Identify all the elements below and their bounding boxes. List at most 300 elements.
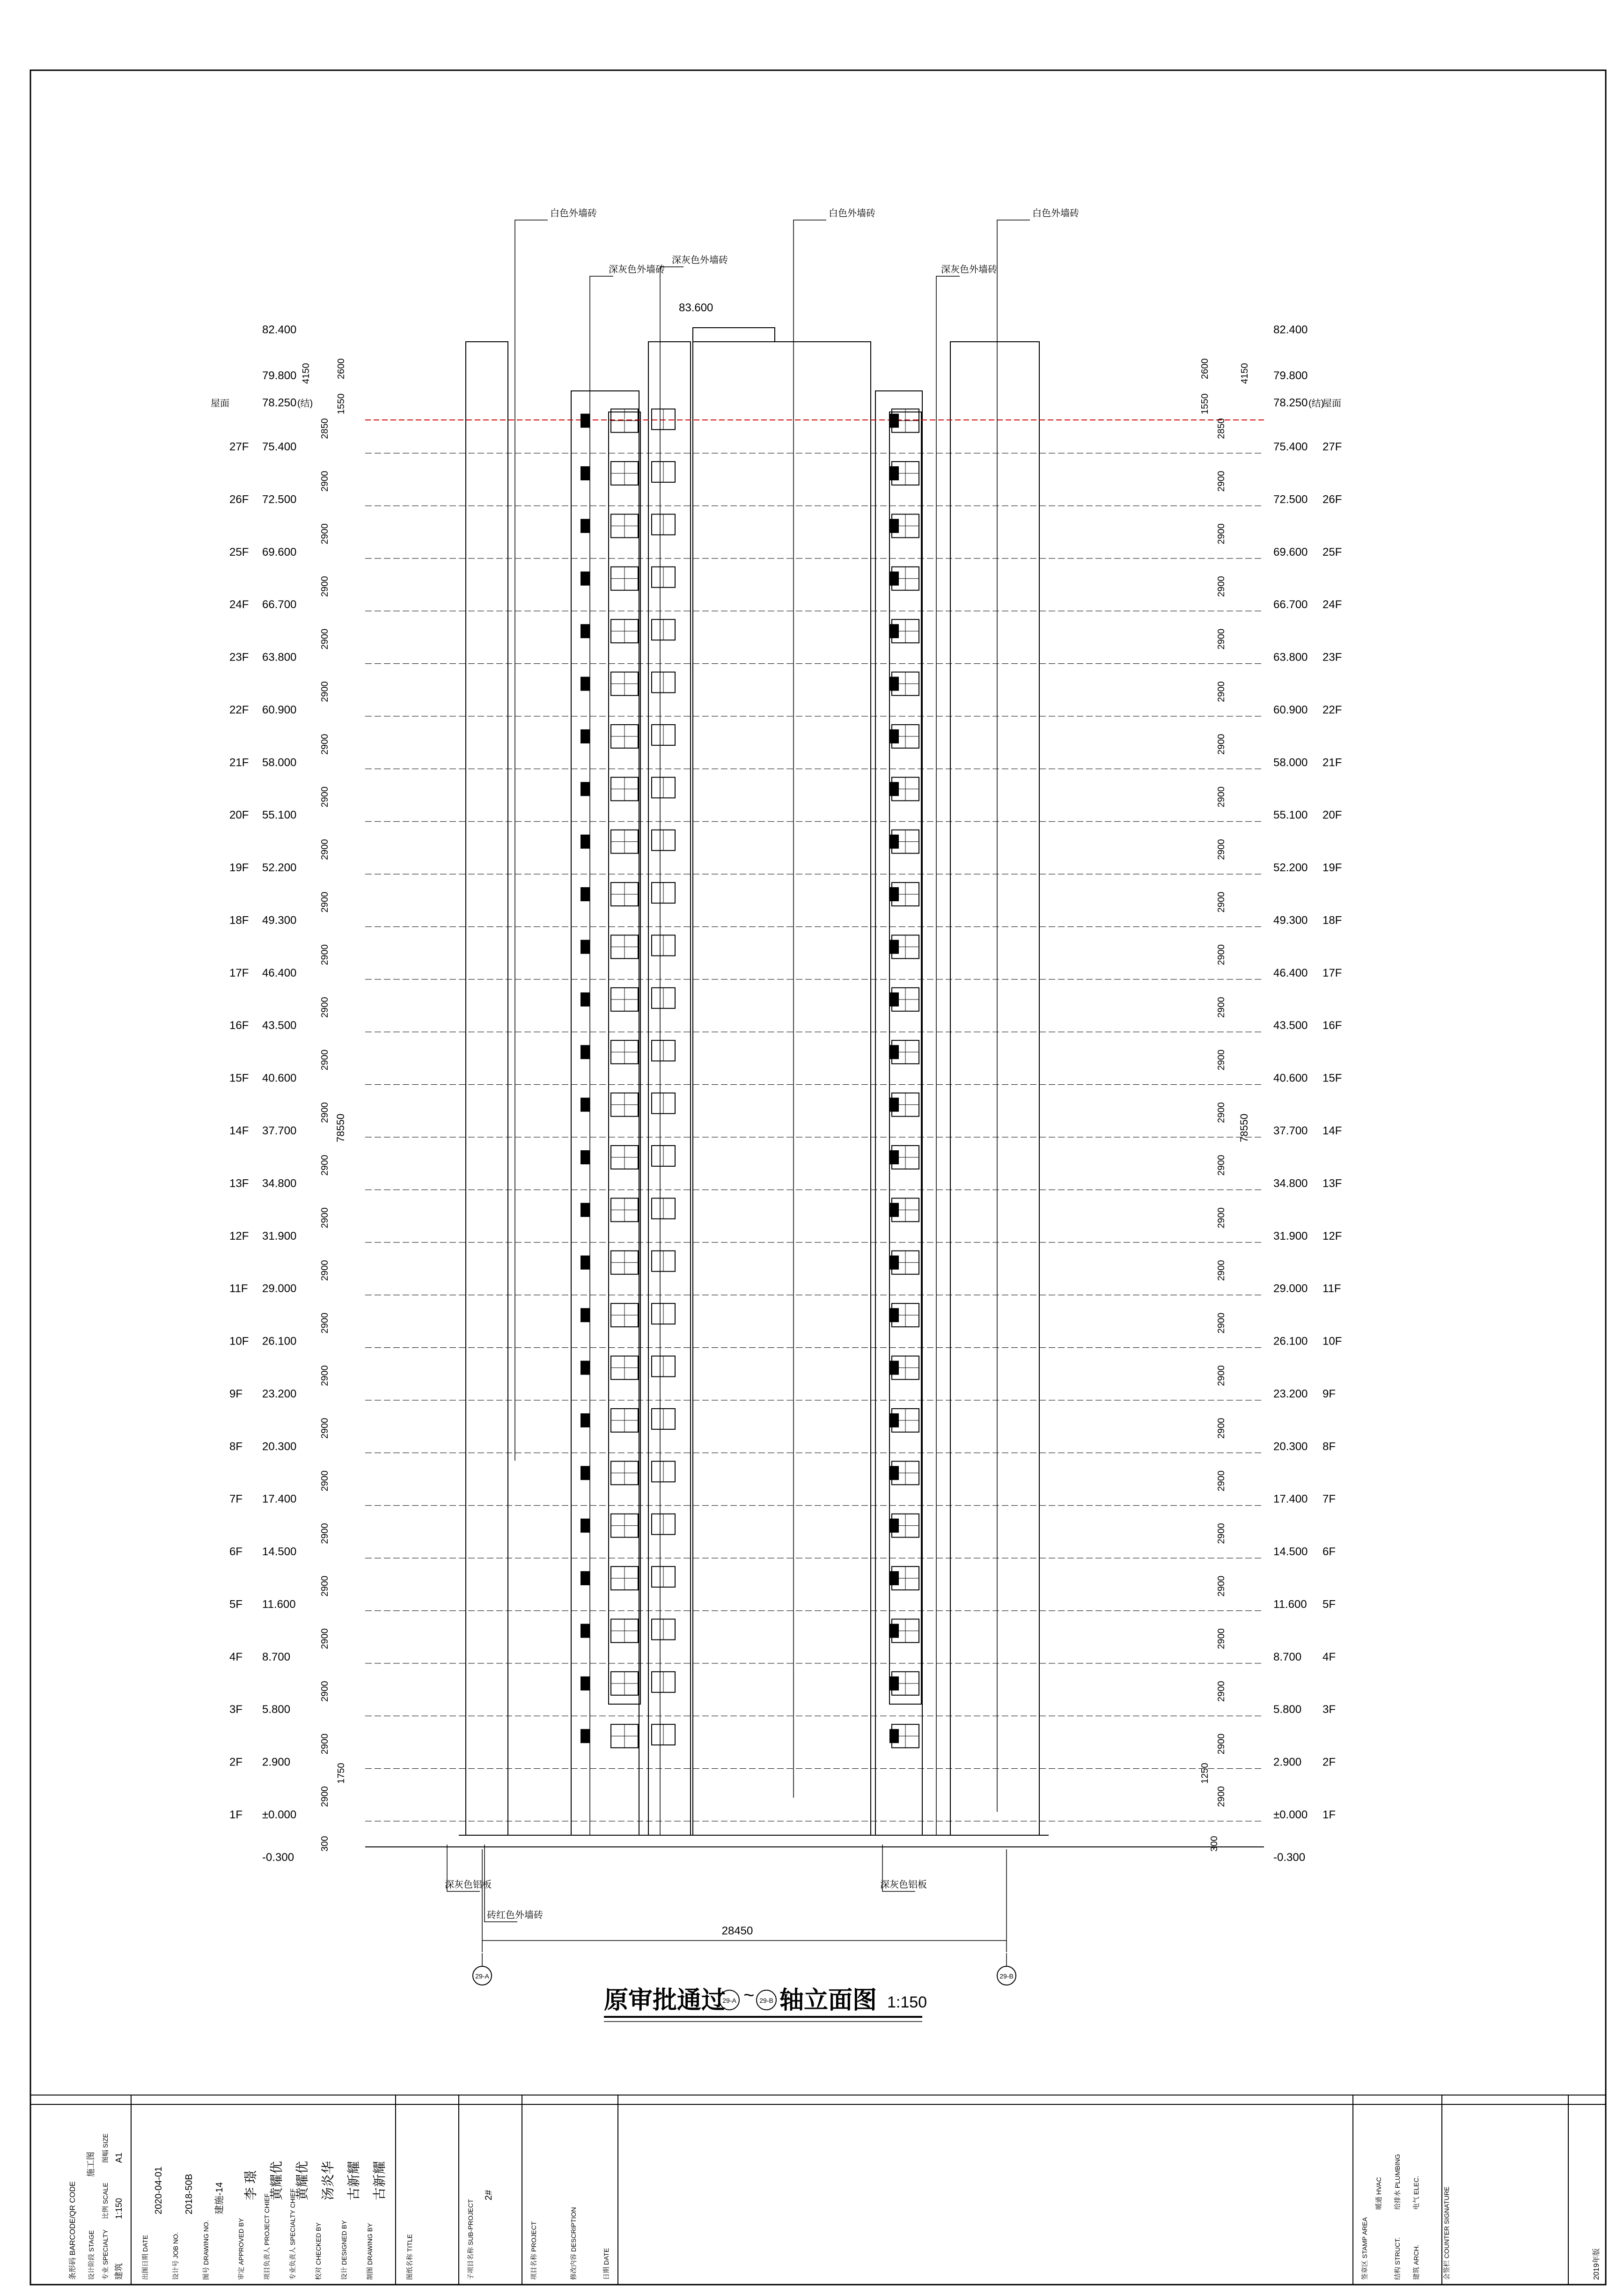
tb-name-approved: 李 璟 bbox=[243, 2170, 258, 2200]
tb-checked-by: 校对 CHECKED BY bbox=[315, 2222, 322, 2280]
dim-top-right: 4150 bbox=[1240, 363, 1250, 384]
left-floor-elevation: 31.900 bbox=[262, 1229, 297, 1243]
central-stair-tower bbox=[693, 342, 871, 1835]
tb-subproject-label: 子项目名称 SUB-PROJECT bbox=[467, 2199, 474, 2280]
left-floor-elevation: 17.400 bbox=[262, 1493, 297, 1506]
window-unit bbox=[892, 1461, 919, 1485]
window-unit bbox=[611, 1409, 638, 1432]
left-floor-height: 2900 bbox=[320, 1733, 330, 1755]
right-floor-height: 2900 bbox=[1216, 1733, 1227, 1755]
note-aluminum-left: 深灰色铝板 bbox=[445, 1880, 492, 1890]
dark-window bbox=[581, 940, 590, 954]
stair-window bbox=[652, 1514, 675, 1535]
dim-base-left: 300 bbox=[320, 1836, 330, 1852]
tb-stamp-label: 签章区 STAMP AREA bbox=[1361, 2217, 1368, 2280]
right-floor-name: 16F bbox=[1323, 1019, 1342, 1032]
window-unit bbox=[892, 1619, 919, 1642]
left-floor-height: 2900 bbox=[320, 787, 330, 808]
stair-window bbox=[652, 830, 675, 851]
dim-parapet-left: 2600 bbox=[336, 358, 346, 379]
right-floor-name: 20F bbox=[1323, 809, 1342, 822]
window-unit bbox=[892, 1040, 919, 1064]
left-floor-elevation: 49.300 bbox=[262, 914, 297, 927]
tb-structure-label: 结构 STRUCT. bbox=[1394, 2237, 1401, 2280]
window-unit bbox=[611, 830, 638, 853]
left-floor-elevation: 20.300 bbox=[262, 1440, 297, 1453]
dim-roof-left: 1550 bbox=[336, 393, 346, 414]
left-floor-name: 23F bbox=[229, 651, 249, 664]
dark-window bbox=[581, 1203, 590, 1217]
right-floor-name: 21F bbox=[1323, 756, 1342, 769]
level-stair-roof-top: 83.600 bbox=[679, 301, 713, 314]
window-unit bbox=[892, 988, 919, 1011]
dark-window bbox=[581, 1729, 590, 1743]
left-floor-name: 19F bbox=[229, 861, 249, 875]
dark-window bbox=[581, 1098, 590, 1112]
note-white-tile-1: 白色外墙砖 bbox=[550, 208, 597, 219]
tb-drawing-no-value: 建施-14 bbox=[214, 2182, 225, 2214]
left-floor-height: 2900 bbox=[320, 628, 330, 650]
left-floor-name: 3F bbox=[229, 1703, 243, 1716]
right-floor-elevation: 43.500 bbox=[1273, 1019, 1308, 1032]
tb-size-value: A1 bbox=[114, 2152, 124, 2163]
left-floor-name: 27F bbox=[229, 441, 249, 453]
dim-base-right: 300 bbox=[1209, 1836, 1220, 1852]
right-floor-height: 2900 bbox=[1216, 1260, 1227, 1281]
window-unit bbox=[611, 777, 638, 801]
tb-plumbing-label: 给排水 PLUMBING bbox=[1394, 2154, 1401, 2210]
left-level-labels bbox=[229, 418, 330, 1821]
stair-window bbox=[652, 777, 675, 798]
dark-window bbox=[581, 1413, 590, 1427]
overall-dimension bbox=[482, 1849, 1007, 1966]
tb-specialty-lead: 专业负责人 SPECIALTY CHIEF bbox=[289, 2188, 296, 2280]
left-floor-height: 2900 bbox=[320, 1575, 330, 1597]
window-unit bbox=[892, 1198, 919, 1221]
dark-window bbox=[581, 1256, 590, 1270]
left-floor-name: 12F bbox=[229, 1229, 249, 1243]
window-unit bbox=[611, 514, 638, 537]
tb-size-label: 图幅 SIZE bbox=[102, 2133, 109, 2163]
left-floor-height: 2900 bbox=[320, 1049, 330, 1071]
tb-job-no-value: 2018-50B bbox=[184, 2174, 194, 2214]
window-unit bbox=[892, 672, 919, 696]
dim-roof-right: 1550 bbox=[1200, 393, 1210, 414]
tb-revision-label: 修改内容 DESCRIPTION bbox=[570, 2207, 577, 2280]
left-floor-name: 14F bbox=[229, 1125, 249, 1137]
tb-approved-by: 审定 APPROVED BY bbox=[237, 2218, 245, 2280]
right-floor-elevation: 52.200 bbox=[1273, 861, 1308, 875]
stair-window bbox=[652, 1040, 675, 1061]
level-roof-left: 78.250 bbox=[262, 397, 297, 409]
tb-project-lead: 项目负责人 PROJECT CHIEF bbox=[263, 2193, 271, 2280]
right-floor-height: 2900 bbox=[1216, 1102, 1227, 1123]
right-floor-elevation: 58.000 bbox=[1273, 756, 1308, 769]
left-floor-elevation: 75.400 bbox=[262, 441, 297, 453]
window-unit bbox=[611, 1146, 638, 1169]
left-floor-name: 5F bbox=[229, 1598, 243, 1611]
axis-label-start: 29-A bbox=[475, 1972, 489, 1980]
tb-architecture-label: 建筑 ARCH. bbox=[1412, 2244, 1420, 2280]
tb-hvac-label: 暖通 HVAC bbox=[1375, 2177, 1382, 2210]
dark-window bbox=[581, 1361, 590, 1375]
left-floor-name: 15F bbox=[229, 1072, 249, 1085]
title-separator: ~ bbox=[743, 1985, 755, 2006]
left-floor-name: 13F bbox=[229, 1177, 249, 1190]
note-dark-grey-tile-1: 深灰色外墙砖 bbox=[609, 265, 665, 275]
left-floor-height: 2900 bbox=[320, 1154, 330, 1176]
left-floor-height: 2900 bbox=[320, 1102, 330, 1123]
window-unit bbox=[611, 462, 638, 485]
right-floor-name: 9F bbox=[1323, 1387, 1336, 1400]
window-unit bbox=[611, 1724, 638, 1748]
right-floor-elevation: ±0.000 bbox=[1273, 1809, 1308, 1821]
stair-window bbox=[652, 1146, 675, 1166]
right-floor-height: 2900 bbox=[1216, 1312, 1227, 1334]
dark-window bbox=[581, 1150, 590, 1164]
left-floor-elevation: 8.700 bbox=[262, 1650, 291, 1663]
stair-window bbox=[652, 1356, 675, 1377]
floor-lines bbox=[365, 453, 1264, 1821]
window-unit bbox=[892, 1724, 919, 1748]
dark-window bbox=[581, 1308, 590, 1322]
left-floor-elevation: 52.200 bbox=[262, 861, 297, 875]
window-unit bbox=[611, 1093, 638, 1117]
stair-window bbox=[652, 672, 675, 693]
right-floor-name: 24F bbox=[1323, 598, 1342, 611]
window-unit bbox=[892, 1672, 919, 1695]
window-unit bbox=[892, 830, 919, 853]
window-unit bbox=[892, 777, 919, 801]
right-floor-name: 10F bbox=[1323, 1335, 1342, 1348]
tb-project-label: 项目名称 PROJECT bbox=[530, 2221, 537, 2280]
left-floor-name: 10F bbox=[229, 1335, 249, 1348]
right-floor-elevation: 40.600 bbox=[1273, 1072, 1308, 1085]
left-floor-elevation: 37.700 bbox=[262, 1125, 297, 1137]
left-floor-name: 21F bbox=[229, 756, 249, 769]
right-floor-height: 2900 bbox=[1216, 839, 1227, 860]
stair-window bbox=[652, 567, 675, 588]
tb-name-drawn: 古新耀 bbox=[372, 2161, 387, 2200]
left-floor-name: 1F bbox=[229, 1809, 243, 1821]
window-unit bbox=[611, 1619, 638, 1642]
right-floor-elevation: 75.400 bbox=[1273, 441, 1308, 453]
left-floor-name: 6F bbox=[229, 1545, 243, 1559]
dark-window bbox=[581, 993, 590, 1007]
right-floor-height: 2900 bbox=[1216, 1365, 1227, 1386]
stair-window bbox=[652, 935, 675, 956]
dim-total-height-left: 78550 bbox=[335, 1113, 346, 1142]
right-floor-name: 27F bbox=[1323, 441, 1342, 453]
right-floor-elevation: 66.700 bbox=[1273, 598, 1308, 611]
left-floor-height: 2900 bbox=[320, 1312, 330, 1334]
material-callouts bbox=[447, 220, 1030, 1922]
level-roof-right: 78.250 bbox=[1273, 397, 1308, 409]
window-unit bbox=[611, 1303, 638, 1327]
right-floor-height: 2900 bbox=[1216, 1786, 1227, 1807]
title-block-text bbox=[68, 2133, 1601, 2280]
stair-window bbox=[652, 409, 675, 430]
dark-window bbox=[581, 729, 590, 743]
dark-window bbox=[581, 1624, 590, 1638]
right-floor-height: 2850 bbox=[1216, 418, 1227, 439]
right-floor-name: 2F bbox=[1323, 1756, 1336, 1769]
window-unit bbox=[892, 1356, 919, 1380]
left-tower bbox=[466, 342, 508, 1835]
right-floor-height: 2900 bbox=[1216, 997, 1227, 1018]
right-floor-name: 5F bbox=[1323, 1598, 1336, 1611]
tb-name-designed: 古新耀 bbox=[346, 2161, 361, 2200]
left-floor-name: 7F bbox=[229, 1493, 243, 1506]
dark-window bbox=[581, 624, 590, 638]
right-floor-height: 2900 bbox=[1216, 787, 1227, 808]
left-floor-height: 2900 bbox=[320, 734, 330, 755]
right-floor-elevation: 31.900 bbox=[1273, 1229, 1308, 1243]
right-floor-height: 2900 bbox=[1216, 1681, 1227, 1702]
left-floor-name: 22F bbox=[229, 703, 249, 716]
window-unit bbox=[611, 882, 638, 906]
left-floor-height: 2900 bbox=[320, 1523, 330, 1544]
right-floor-height: 2900 bbox=[1216, 1471, 1227, 1492]
right-floor-height: 2900 bbox=[1216, 1523, 1227, 1544]
left-floor-elevation: 23.200 bbox=[262, 1387, 297, 1400]
right-floor-name: 22F bbox=[1323, 703, 1342, 716]
level-parapet-left: 79.800 bbox=[262, 369, 297, 382]
dim-ground-split-b: 1250 bbox=[1200, 1763, 1210, 1784]
dark-window bbox=[581, 887, 590, 901]
dim-ground-split-a: 1750 bbox=[336, 1763, 346, 1784]
dark-window bbox=[581, 1676, 590, 1691]
stair-window bbox=[652, 1409, 675, 1429]
window-unit bbox=[892, 1251, 919, 1274]
dark-window bbox=[581, 466, 590, 480]
left-floor-elevation: 63.800 bbox=[262, 651, 297, 664]
window-unit bbox=[611, 1356, 638, 1380]
window-unit bbox=[611, 1566, 638, 1590]
note-dark-grey-tile-2: 深灰色外墙砖 bbox=[672, 255, 728, 265]
right-floor-elevation: 37.700 bbox=[1273, 1125, 1308, 1137]
right-floor-name: 8F bbox=[1323, 1440, 1336, 1453]
tb-name-specialty-lead: 黄耀优 bbox=[295, 2161, 309, 2200]
dim-total-height-right: 78550 bbox=[1238, 1113, 1250, 1142]
level-parapet-right: 79.800 bbox=[1273, 369, 1308, 382]
left-floor-elevation: 29.000 bbox=[262, 1282, 297, 1295]
left-floor-height: 2900 bbox=[320, 944, 330, 965]
tb-stage-value: 施工图 bbox=[86, 2152, 96, 2177]
note-white-tile-2: 白色外墙砖 bbox=[829, 208, 875, 219]
right-floor-name: 1F bbox=[1323, 1809, 1336, 1821]
left-floor-name: 25F bbox=[229, 545, 249, 559]
right-floor-elevation: 46.400 bbox=[1273, 966, 1308, 979]
right-floor-elevation: 72.500 bbox=[1273, 493, 1308, 506]
window-unit bbox=[892, 619, 919, 643]
window-unit bbox=[611, 409, 638, 433]
left-floor-height: 2900 bbox=[320, 681, 330, 702]
right-floor-elevation: 5.800 bbox=[1273, 1703, 1302, 1716]
left-floor-elevation: 43.500 bbox=[262, 1019, 297, 1032]
right-floor-height: 2900 bbox=[1216, 1049, 1227, 1071]
left-floor-height: 2850 bbox=[320, 418, 330, 439]
note-dark-grey-tile-3: 深灰色外墙砖 bbox=[941, 265, 997, 275]
right-floor-elevation: 17.400 bbox=[1273, 1493, 1308, 1506]
tb-edition: 2019年版 bbox=[1593, 2248, 1601, 2280]
tb-specialty-value: 建筑 bbox=[114, 2263, 124, 2280]
tb-scale-value: 1:150 bbox=[114, 2198, 124, 2219]
right-core bbox=[875, 391, 922, 1835]
stair-window bbox=[652, 988, 675, 1008]
right-floor-height: 2900 bbox=[1216, 576, 1227, 597]
window-unit bbox=[611, 1461, 638, 1485]
left-floor-elevation: 66.700 bbox=[262, 598, 297, 611]
left-floor-elevation: ±0.000 bbox=[262, 1809, 297, 1821]
level-roof-label-right: 屋面 bbox=[1323, 398, 1341, 409]
left-floor-name: 2F bbox=[229, 1756, 243, 1769]
left-floor-elevation: 55.100 bbox=[262, 809, 297, 822]
right-floor-elevation: 26.100 bbox=[1273, 1335, 1308, 1348]
stair-window bbox=[652, 1303, 675, 1324]
stair-window bbox=[652, 1198, 675, 1219]
left-floor-elevation: 2.900 bbox=[262, 1756, 291, 1769]
left-floor-name: 18F bbox=[229, 914, 249, 927]
left-floor-height: 2900 bbox=[320, 1681, 330, 1702]
left-floor-elevation: 69.600 bbox=[262, 545, 297, 559]
level-roof-suffix-left: (结) bbox=[297, 398, 313, 409]
window-unit bbox=[611, 567, 638, 590]
window-unit bbox=[892, 1409, 919, 1432]
right-floor-elevation: 20.300 bbox=[1273, 1440, 1308, 1453]
right-floor-name: 7F bbox=[1323, 1493, 1336, 1506]
dark-window bbox=[581, 1571, 590, 1585]
title-axis-start: 29-A bbox=[722, 1997, 736, 2004]
dark-window bbox=[581, 1045, 590, 1059]
right-floor-elevation: 8.700 bbox=[1273, 1650, 1302, 1663]
drawing-title-suffix: 轴立面图 bbox=[779, 1987, 877, 2014]
level-roof-label-left: 屋面 bbox=[211, 398, 229, 409]
left-floor-name: 17F bbox=[229, 966, 249, 979]
left-core bbox=[571, 391, 639, 1835]
stair-window bbox=[652, 1461, 675, 1482]
right-floor-name: 11F bbox=[1323, 1282, 1341, 1295]
left-floor-name: 16F bbox=[229, 1019, 249, 1032]
right-tower bbox=[950, 342, 1039, 1835]
tb-scale-label: 比例 SCALE bbox=[102, 2183, 109, 2219]
right-floor-name: 18F bbox=[1323, 914, 1342, 927]
right-floor-elevation: 63.800 bbox=[1273, 651, 1308, 664]
right-floor-height: 2900 bbox=[1216, 944, 1227, 965]
left-floor-elevation: 40.600 bbox=[262, 1072, 297, 1085]
left-floor-name: 8F bbox=[229, 1440, 243, 1453]
tb-drawn-by: 制图 DRAWING BY bbox=[366, 2223, 374, 2280]
stair-window bbox=[652, 882, 675, 903]
left-floor-name: 26F bbox=[229, 493, 249, 506]
window-unit bbox=[892, 409, 919, 433]
window-unit bbox=[611, 725, 638, 748]
window-unit bbox=[892, 935, 919, 958]
dim-top-left: 4150 bbox=[301, 363, 311, 384]
window-unit bbox=[892, 1303, 919, 1327]
window-unit bbox=[892, 882, 919, 906]
left-floor-elevation: 5.800 bbox=[262, 1703, 291, 1716]
right-floor-height: 2900 bbox=[1216, 681, 1227, 702]
tb-drawing-title-label: 图纸名称 TITLE bbox=[406, 2234, 413, 2280]
tb-date-label: 出图日期 DATE bbox=[141, 2235, 149, 2280]
right-level-labels bbox=[1216, 418, 1342, 1821]
right-floor-elevation: 49.300 bbox=[1273, 914, 1308, 927]
building-outline bbox=[365, 328, 1264, 1847]
left-floor-elevation: 14.500 bbox=[262, 1545, 297, 1559]
level-roof-top-right: 82.400 bbox=[1273, 324, 1308, 336]
dim-parapet-right: 2600 bbox=[1200, 358, 1210, 379]
left-floor-elevation: 58.000 bbox=[262, 756, 297, 769]
left-floor-name: 9F bbox=[229, 1387, 243, 1400]
left-floor-name: 24F bbox=[229, 598, 249, 611]
window-unit bbox=[611, 935, 638, 958]
tb-barcode-label: 条形码 BARCODE/QR CODE bbox=[69, 2181, 77, 2280]
left-floor-elevation: 60.900 bbox=[262, 703, 297, 716]
right-floor-name: 4F bbox=[1323, 1650, 1336, 1663]
right-floor-elevation: 55.100 bbox=[1273, 809, 1308, 822]
right-floor-elevation: 11.600 bbox=[1273, 1598, 1307, 1611]
note-brick-red-tile: 砖红色外墙砖 bbox=[487, 1910, 543, 1920]
right-floor-height: 2900 bbox=[1216, 1575, 1227, 1597]
window-unit bbox=[611, 1198, 638, 1221]
window-unit bbox=[892, 462, 919, 485]
right-floor-elevation: 60.900 bbox=[1273, 703, 1308, 716]
left-floor-height: 2900 bbox=[320, 997, 330, 1018]
right-floor-height: 2900 bbox=[1216, 734, 1227, 755]
stair-window bbox=[652, 462, 675, 482]
right-floor-name: 23F bbox=[1323, 651, 1342, 664]
left-floor-height: 2900 bbox=[320, 523, 330, 544]
left-floor-elevation: 34.800 bbox=[262, 1177, 297, 1190]
right-floor-height: 2900 bbox=[1216, 1628, 1227, 1649]
left-floor-elevation: 26.100 bbox=[262, 1335, 297, 1348]
dark-window bbox=[581, 782, 590, 796]
dark-window bbox=[581, 519, 590, 533]
note-white-tile-3: 白色外墙砖 bbox=[1032, 208, 1079, 219]
right-floor-name: 17F bbox=[1323, 966, 1342, 979]
right-floor-elevation: 23.200 bbox=[1273, 1387, 1308, 1400]
window-grid bbox=[581, 409, 919, 1748]
left-floor-height: 2900 bbox=[320, 1365, 330, 1386]
left-stair-column bbox=[648, 342, 691, 1835]
dark-window bbox=[581, 1466, 590, 1480]
tb-countersign-label: 会签栏 COUNTER SIGNATURE bbox=[1443, 2186, 1450, 2280]
right-floor-height: 2900 bbox=[1216, 1418, 1227, 1439]
level-outdoor-right: -0.300 bbox=[1273, 1851, 1306, 1864]
tb-electrical-label: 电气 ELEC. bbox=[1412, 2176, 1420, 2210]
tb-name-checked: 汤炎华 bbox=[321, 2161, 335, 2200]
right-floor-height: 2900 bbox=[1216, 1207, 1227, 1228]
right-floor-name: 25F bbox=[1323, 545, 1342, 559]
window-unit bbox=[611, 672, 638, 696]
left-floor-height: 2900 bbox=[320, 1207, 330, 1228]
tb-specialty-label: 专业 SPECIALTY bbox=[102, 2229, 109, 2280]
central-top bbox=[693, 328, 775, 342]
window-unit bbox=[611, 1672, 638, 1695]
left-floor-elevation: 46.400 bbox=[262, 966, 297, 979]
tb-designed-by: 设计 DESIGNED BY bbox=[340, 2220, 348, 2280]
window-unit bbox=[611, 1514, 638, 1537]
drawing-scale: 1:150 bbox=[887, 1993, 927, 2011]
left-floor-height: 2900 bbox=[320, 839, 330, 860]
level-roof-suffix-right: (结) bbox=[1308, 398, 1324, 409]
left-floor-name: 4F bbox=[229, 1650, 243, 1663]
left-floor-name: 11F bbox=[229, 1282, 248, 1295]
stair-window bbox=[652, 1619, 675, 1640]
dark-window bbox=[581, 414, 590, 428]
right-floor-height: 2900 bbox=[1216, 523, 1227, 544]
